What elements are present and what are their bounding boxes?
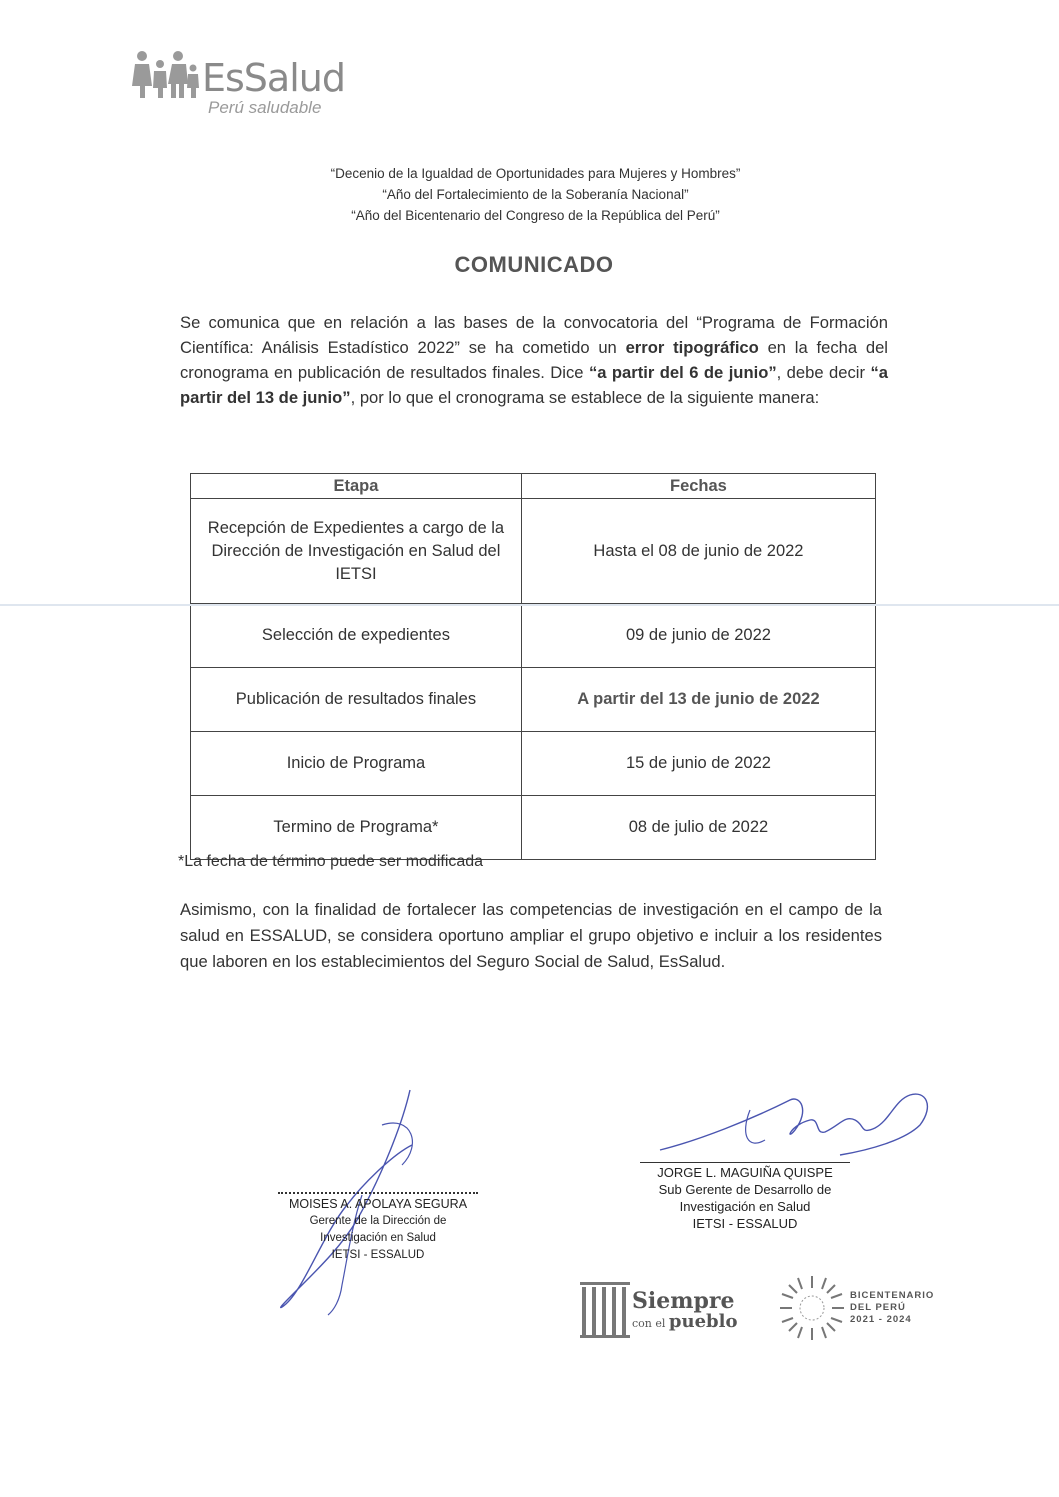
table-row xyxy=(191,668,876,732)
header-fechas: Fechas xyxy=(521,474,875,499)
siempre-pueblo: pueblo xyxy=(668,1311,738,1332)
mottos xyxy=(0,163,1059,226)
table-row xyxy=(191,732,876,796)
essalud-logo xyxy=(130,46,360,126)
table-row xyxy=(191,499,876,604)
scan-divider xyxy=(0,604,1059,606)
motto-line: “Año del Bicentenario del Congreso de la República del Perú” xyxy=(351,208,720,223)
stage-cell: Inicio de Programa xyxy=(191,732,522,796)
signer-right-name: JORGE L. MAGUIÑA QUISPE xyxy=(640,1162,850,1181)
bicentenario-sun-icon xyxy=(776,1272,848,1344)
bicentenario-line: DEL PERÚ xyxy=(850,1302,906,1313)
date-cell: 09 de junio de 2022 xyxy=(521,604,875,668)
table-row xyxy=(191,796,876,860)
intro-text: Se comunica que en relación a las bases de la convocatoria del “Programa de Formación Científica: Análisis Estadístico 2022” se ha cometido un xyxy=(180,313,888,357)
family-figures-icon xyxy=(130,50,200,100)
stage-cell: Selección de expedientes xyxy=(191,604,522,668)
signer-left-role: Gerente de la Dirección de Investigación en Salud xyxy=(309,1215,447,1244)
signature-left-block xyxy=(278,1192,478,1264)
stage-cell: Publicación de resultados finales xyxy=(191,668,522,732)
schedule-table xyxy=(190,473,876,860)
siempre-logo xyxy=(632,1290,737,1334)
closing-paragraph: Asimismo, con la finalidad de fortalecer las competencias de investigación en el campo de la salud en ESSALUD, se considera oportuno ampliar el grupo objetivo e incluir a los residentes que laboren en los establecimientos del Seguro Social de Salud, EsSalud. xyxy=(180,900,882,971)
signature-right-block xyxy=(640,1162,850,1232)
table-row xyxy=(191,604,876,668)
footnote: *La fecha de término puede ser modificada xyxy=(178,853,484,870)
motto-line: “Decenio de la Igualdad de Oportunidades para Mujeres y Hombres” xyxy=(330,166,741,181)
signer-right-role-2: Investigación en Salud xyxy=(679,1199,811,1214)
bicentenario-line: BICENTENARIO xyxy=(850,1290,935,1301)
intro-bold: “a partir del 6 de junio” xyxy=(588,363,777,382)
stage-cell xyxy=(191,499,522,604)
stage-cell: Termino de Programa* xyxy=(191,796,522,860)
siempre-con-el: con el xyxy=(632,1317,666,1330)
intro-text: , debe decir xyxy=(776,363,871,382)
siempre-title: Siempre xyxy=(632,1288,735,1314)
date-cell: A partir del 13 de junio de 2022 xyxy=(521,668,875,732)
bicentenario-line: 2021 - 2024 xyxy=(850,1314,912,1325)
page-title: COMUNICADO xyxy=(454,252,614,277)
signer-left-org: IETSI - ESSALUD xyxy=(331,1249,425,1261)
intro-text: , por lo que el cronograma se establece de la siguiente manera: xyxy=(350,388,820,407)
logo-tagline: Perú saludable xyxy=(208,98,322,117)
date-cell: 15 de junio de 2022 xyxy=(521,732,875,796)
intro-bold: “a partir del 13 de junio” xyxy=(180,363,888,407)
signer-left-name: MOISES A. APOLAYA SEGURA xyxy=(278,1192,478,1213)
date-cell: 08 de julio de 2022 xyxy=(521,796,875,860)
signer-right-org: IETSI - ESSALUD xyxy=(692,1216,798,1231)
intro-bold: error tipográfico xyxy=(625,338,759,357)
header-etapa: Etapa xyxy=(191,474,522,499)
table-header-row xyxy=(191,474,876,499)
stage-text: Recepción de Expedientes a cargo de la Dirección de Investigación en Salud del IETSI xyxy=(207,518,505,583)
signer-right-role-1: Sub Gerente de Desarrollo de xyxy=(658,1182,832,1197)
intro-paragraph xyxy=(180,310,888,410)
motto-line: “Año del Fortalecimiento de la Soberanía Nacional” xyxy=(382,187,689,202)
date-cell: Hasta el 08 de junio de 2022 xyxy=(521,499,875,604)
bicentenario-text xyxy=(850,1290,934,1326)
intro-text: en la fecha del cronograma en publicación de resultados finales. Dice xyxy=(180,338,888,382)
logo-text: EsSalud xyxy=(202,56,345,100)
